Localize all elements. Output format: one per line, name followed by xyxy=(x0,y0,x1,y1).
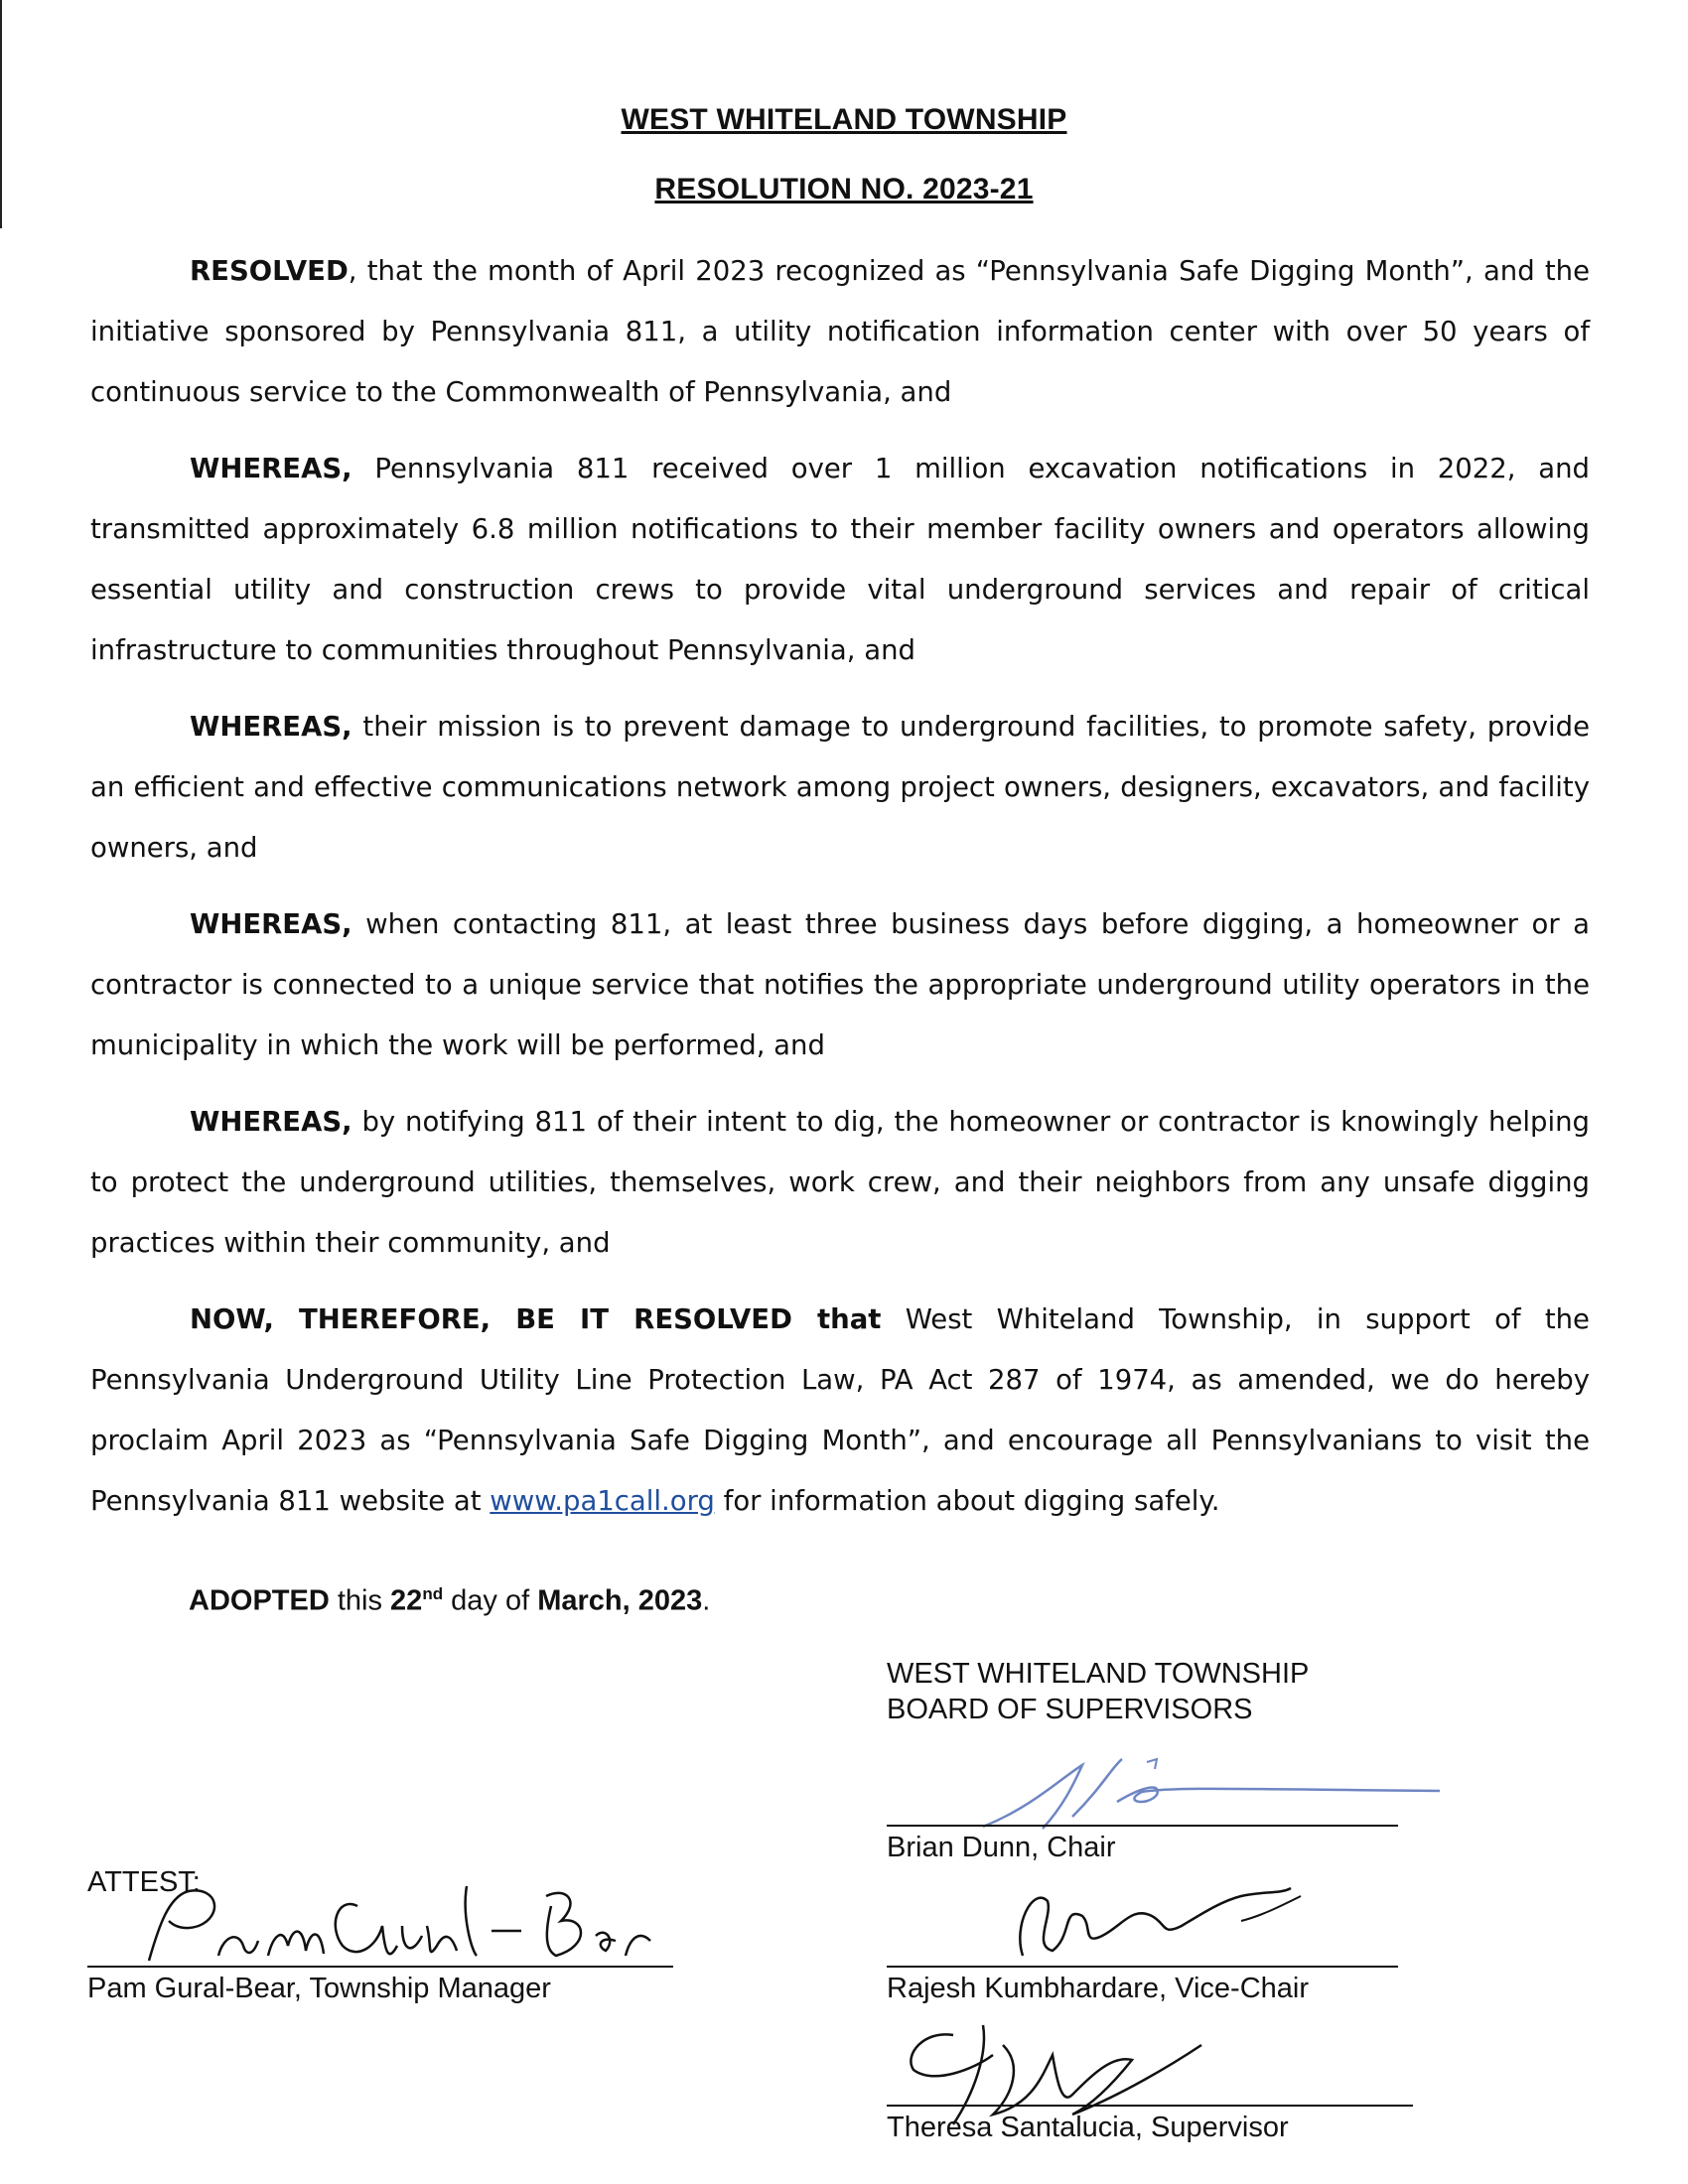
adopted-day: 22 xyxy=(390,1584,423,1617)
paragraph-tail: for information about digging safely. xyxy=(714,1485,1220,1517)
paragraph-whereas-3 xyxy=(90,894,1590,1076)
vice-chair-name: Rajesh Kumbhardare, Vice-Chair xyxy=(887,1973,1310,2004)
manager-signature xyxy=(129,1866,665,1976)
chair-name: Brian Dunn, Chair xyxy=(887,1832,1116,1863)
resolution-body xyxy=(90,241,1590,1548)
adopted-date: March, 2023 xyxy=(537,1584,703,1617)
paragraph-whereas-2 xyxy=(90,697,1590,879)
vice-chair-signature-line xyxy=(887,1966,1398,1968)
chair-signature xyxy=(973,1747,1440,1837)
board-line-2: BOARD OF SUPERVISORS xyxy=(887,1694,1253,1725)
manager-name: Pam Gural-Bear, Township Manager xyxy=(87,1973,551,2004)
resolution-number: RESOLUTION NO. 2023-21 xyxy=(654,173,1034,205)
paragraph-lead: WHEREAS, xyxy=(190,908,352,940)
paragraph-now-therefore xyxy=(90,1290,1590,1532)
vice-chair-signature xyxy=(993,1866,1321,1966)
website-link[interactable]: www.pa1call.org xyxy=(490,1485,715,1517)
attest-label: ATTEST: xyxy=(87,1866,201,1898)
adopted-text: day of xyxy=(443,1584,538,1617)
supervisor-name: Theresa Santalucia, Supervisor xyxy=(887,2112,1289,2143)
paragraph-text: their mission is to prevent damage to underground facilities, to promote safety, provide an efficient and effective communications network among project owners, designers, excavators, and facility owners, and xyxy=(90,711,1590,864)
chair-signature-line xyxy=(887,1825,1398,1827)
paragraph-lead: NOW, THEREFORE, BE IT RESOLVED that xyxy=(190,1303,882,1335)
paragraph-lead: WHEREAS, xyxy=(190,453,352,484)
township-heading: WEST WHITELAND TOWNSHIP xyxy=(621,103,1067,136)
paragraph-lead: WHEREAS, xyxy=(190,711,352,743)
paragraph-text: West Whiteland Township, in support of the Pennsylvania Underground Utility Line Protection Law, PA Act 287 of 1974, as amended, we do hereby proclaim April 2023 as “Pennsylvania Safe Digging Month”, and encourage all Pennsylvanians to visit the Pennsylvania 811 website at xyxy=(90,1303,1590,1517)
adopted-text: this xyxy=(329,1584,391,1617)
supervisor-signature-line xyxy=(887,2105,1413,2107)
adopted-day-suffix: nd xyxy=(422,1584,444,1603)
adopted-line xyxy=(189,1584,710,1618)
paragraph-lead: RESOLVED xyxy=(190,255,349,287)
paragraph-whereas-1 xyxy=(90,439,1590,681)
paragraph-lead: WHEREAS, xyxy=(190,1106,352,1138)
board-block xyxy=(887,1656,1309,1727)
adopted-text: . xyxy=(702,1584,711,1617)
paragraph-resolved xyxy=(90,241,1590,423)
board-line-1: WEST WHITELAND TOWNSHIP xyxy=(887,1658,1310,1690)
manager-signature-line xyxy=(87,1966,673,1968)
paragraph-whereas-4 xyxy=(90,1092,1590,1274)
paragraph-text: when contacting 811, at least three business days before digging, a homeowner or a contractor is connected to a unique service that notifies the appropriate underground utility operators in the municipality in which the work will be performed, and xyxy=(90,908,1590,1061)
paragraph-text: Pennsylvania 811 received over 1 million excavation notifications in 2022, and transmitted approximately 6.8 million notifications to their member facility owners and operators allowing essential utility and construction crews to provide vital underground services and repair of critical infrastructure to communities throughout Pennsylvania, and xyxy=(90,453,1590,666)
paragraph-text: by notifying 811 of their intent to dig, the homeowner or contractor is knowingly helping to protect the underground utilities, themselves, work crew, and their neighbors from any unsafe digging practices within their community, and xyxy=(90,1106,1590,1259)
adopted-lead: ADOPTED xyxy=(189,1584,330,1617)
paragraph-text: , that the month of April 2023 recognized as “Pennsylvania Safe Digging Month”, and the initiative sponsored by Pennsylvania 811, a utility notification information center with over 50 years of continuous service to the Commonwealth of Pennsylvania, and xyxy=(90,255,1590,408)
